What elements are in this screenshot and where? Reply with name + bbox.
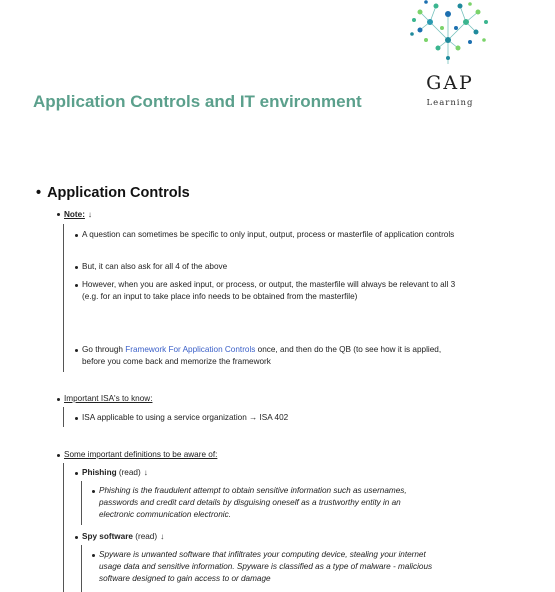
spy-toggle[interactable]: [82, 531, 164, 543]
section-heading-text: Application Controls: [47, 185, 190, 201]
section-heading: [36, 185, 190, 201]
spy-tag: (read): [132, 532, 158, 541]
toggle-arrow-icon[interactable]: ↓: [87, 210, 93, 219]
gap-learning-logo: [405, 0, 495, 110]
defs-label: [64, 449, 217, 461]
toggle-arrow-icon[interactable]: ↓: [160, 532, 165, 541]
note-item: However, when you are asked input, or process, or output, the masterfile will always be relevant to all 3 (e.g. for an input to take place info needs to be obtained from the masterfile): [82, 280, 456, 301]
bullet-icon: [75, 349, 78, 352]
page-title: Application Controls and IT environment: [33, 92, 362, 111]
bullet-icon: [75, 234, 78, 237]
isa-item: ISA applicable to using a service organization → ISA 402: [82, 413, 289, 422]
isa-indent-line: [63, 407, 64, 427]
phishing-tag: (read): [116, 468, 141, 477]
bullet-icon: [75, 284, 78, 287]
note-item: A question can sometimes be specific to only input, output, process or masterfile of application controls: [82, 230, 455, 239]
phishing-definition: Phishing is the fraudulent attempt to obtain sensitive information such as usernames, passwords and credit card details by disguising oneself as a trustworthy entity in an electronic communication electronic.: [99, 486, 407, 519]
spy-definition: Spyware is unwanted software that infiltrates your computing device, stealing your internet usage data and sensitive information. Spyware is classified as a type of malware - malicious software designed to gain access to or damage: [99, 550, 433, 583]
bullet-icon: •: [36, 185, 42, 201]
bullet-icon: [75, 266, 78, 269]
goto-prefix: Go through: [82, 345, 126, 354]
bullet-icon: [75, 536, 78, 539]
goto-item: [82, 344, 462, 368]
goto-suffix: once, and then do the QB (to see how it is applied, before you come back and memorize the framework: [82, 345, 442, 366]
logo-name: GAP: [426, 72, 474, 94]
bullet-icon: [57, 398, 60, 401]
note-item: But, it can also ask for all 4 of the above: [82, 262, 228, 271]
spy-term: Spy software: [82, 532, 133, 541]
bullet-icon: [57, 454, 60, 457]
defs-label-text: Some important definitions to be aware of:: [64, 450, 218, 459]
isa-label: [64, 393, 152, 405]
framework-link[interactable]: Framework For Application Controls: [125, 345, 256, 354]
isa-label-text: Important ISA's to know:: [64, 394, 153, 403]
bullet-icon: [92, 554, 95, 557]
note-indent-line: [63, 224, 64, 372]
phishing-indent-line: [81, 481, 82, 525]
bullet-icon: [92, 490, 95, 493]
bullet-icon: [75, 417, 78, 420]
phishing-toggle[interactable]: [82, 467, 148, 479]
toggle-arrow-icon[interactable]: ↓: [143, 468, 148, 477]
spy-indent-line: [81, 545, 82, 592]
defs-indent-line: [63, 463, 64, 592]
bullet-icon: [75, 472, 78, 475]
phishing-term: Phishing: [82, 468, 117, 477]
brain-tree-icon: [408, 0, 492, 66]
note-label: Note:: [64, 210, 85, 219]
note-toggle[interactable]: [64, 209, 92, 221]
logo-subtitle: Learning: [426, 98, 474, 108]
bullet-icon: [57, 213, 60, 216]
